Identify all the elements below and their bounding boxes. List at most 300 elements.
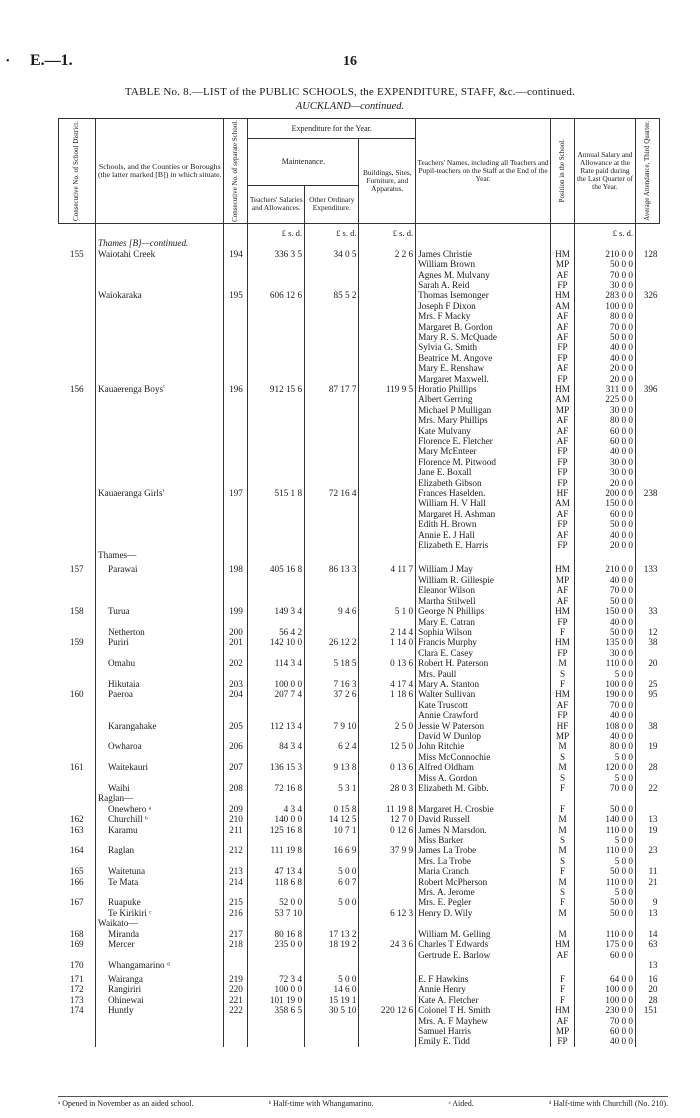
- buildings: 1 18 6: [359, 689, 416, 699]
- other-expenditure: 15 19 1: [305, 995, 359, 1005]
- buildings: 0 12 6: [359, 825, 416, 835]
- footnotes: [58, 1096, 668, 1108]
- other-expenditure: 7 16 3: [305, 679, 359, 689]
- table-row: [59, 332, 660, 342]
- school-no: 210: [224, 814, 248, 824]
- annual-salary: 100 0 0: [575, 984, 636, 994]
- school-name: Huntly: [96, 1005, 224, 1015]
- annual-salary: 225 0 0: [575, 394, 636, 404]
- buildings: [359, 322, 416, 332]
- table-row: [59, 1005, 660, 1015]
- school-no: [224, 259, 248, 269]
- attendance: [635, 575, 659, 585]
- school-no: 205: [224, 721, 248, 731]
- district-no: [59, 669, 96, 679]
- other-expenditure: [305, 596, 359, 606]
- district-no: [59, 550, 96, 564]
- position: S: [551, 887, 575, 897]
- salaries: 606 12 6: [248, 290, 305, 300]
- attendance: 21: [635, 877, 659, 887]
- district-no: 169: [69, 939, 84, 950]
- buildings: [359, 835, 416, 845]
- salaries: 53 7 10: [248, 908, 305, 918]
- table-row: [59, 793, 660, 803]
- salaries: [248, 301, 305, 311]
- district-no: 168: [69, 928, 84, 939]
- position: HM: [551, 606, 575, 616]
- school-no: [224, 467, 248, 477]
- buildings: [359, 877, 416, 887]
- salaries: 114 3 4: [248, 658, 305, 668]
- other-expenditure: [305, 311, 359, 321]
- buildings: [359, 773, 416, 783]
- school-no: 212: [224, 845, 248, 855]
- school-no: [224, 530, 248, 540]
- teacher-name: William Brown: [416, 259, 551, 269]
- unit-salary: £ s. d.: [575, 223, 636, 238]
- school-no: [224, 301, 248, 311]
- annual-salary: 60 0 0: [575, 426, 636, 436]
- table-row: [59, 415, 660, 425]
- attendance: [635, 550, 659, 564]
- salaries: [248, 509, 305, 519]
- salaries: [248, 436, 305, 446]
- district-no: [59, 374, 96, 384]
- district-no: [59, 394, 96, 404]
- teacher-name: Sylvia G. Smith: [416, 342, 551, 352]
- school-name: [96, 1026, 224, 1036]
- annual-salary: 40 0 0: [575, 575, 636, 585]
- other-expenditure: [305, 301, 359, 311]
- buildings: [359, 929, 416, 939]
- position: S: [551, 773, 575, 783]
- table-row: [59, 290, 660, 300]
- school-name: Ruapuke: [96, 897, 224, 907]
- attendance: [635, 1026, 659, 1036]
- salaries: 140 0 0: [248, 814, 305, 824]
- district-no: [59, 1026, 96, 1036]
- salaries: [248, 1026, 305, 1036]
- other-expenditure: [305, 550, 359, 564]
- school-no: [224, 405, 248, 415]
- other-expenditure: 26 12 2: [305, 637, 359, 647]
- school-name: [96, 731, 224, 741]
- table-body: [59, 223, 660, 1046]
- table-row: [59, 617, 660, 627]
- school-name: Waihi: [96, 783, 224, 793]
- district-no: [59, 290, 96, 300]
- position: FP: [551, 446, 575, 456]
- position: S: [551, 669, 575, 679]
- school-no: [224, 669, 248, 679]
- position: FP: [551, 280, 575, 290]
- school-no: [224, 322, 248, 332]
- district-no: [59, 731, 96, 741]
- table-row: [59, 974, 660, 984]
- attendance: 19: [635, 825, 659, 835]
- district-no: 174: [69, 1005, 84, 1016]
- annual-salary: 311 0 0: [575, 384, 636, 394]
- position: HM: [551, 1005, 575, 1015]
- position: M: [551, 908, 575, 918]
- district-no: [59, 270, 96, 280]
- district-no: [59, 238, 96, 248]
- district-no: [59, 353, 96, 363]
- buildings: [359, 426, 416, 436]
- school-no: 198: [224, 564, 248, 574]
- attendance: 326: [635, 290, 659, 300]
- other-expenditure: [305, 342, 359, 352]
- buildings: [359, 488, 416, 498]
- district-no: [59, 679, 96, 689]
- position: M: [551, 825, 575, 835]
- school-no: [224, 342, 248, 352]
- attendance: [635, 342, 659, 352]
- buildings: 4 11 7: [359, 564, 416, 574]
- position: AF: [551, 700, 575, 710]
- salaries: 118 6 8: [248, 877, 305, 887]
- table-row: [59, 394, 660, 404]
- position: AF: [551, 509, 575, 519]
- other-expenditure: [305, 394, 359, 404]
- school-name: [96, 856, 224, 866]
- position: FP: [551, 457, 575, 467]
- school-no: 220: [224, 984, 248, 994]
- table-row: [59, 342, 660, 352]
- buildings: [359, 290, 416, 300]
- col-teachers: Teachers' Names, including all Teachers and Pupil-teachers on the Staff at the End of the Year.: [416, 119, 551, 224]
- teacher-name: Elizabeth Gibson: [416, 478, 551, 488]
- school-name: Te Kirikiri ᶜ: [96, 908, 224, 918]
- footnote-a: ᵃ Opened in November as an aided school.: [58, 1099, 194, 1108]
- buildings: 1 14 0: [359, 637, 416, 647]
- district-no: 162: [69, 814, 84, 825]
- position: [551, 918, 575, 928]
- attendance: [635, 270, 659, 280]
- teacher-name: Mary McEnteer: [416, 446, 551, 456]
- position: [551, 550, 575, 564]
- district-no: [59, 585, 96, 595]
- buildings: [359, 669, 416, 679]
- school-name: Thames [B]—continued.: [96, 238, 224, 248]
- attendance: [635, 731, 659, 741]
- school-no: [224, 1016, 248, 1026]
- attendance: [635, 752, 659, 762]
- annual-salary: 20 0 0: [575, 363, 636, 373]
- school-name: [96, 426, 224, 436]
- other-expenditure: [305, 700, 359, 710]
- position: MP: [551, 405, 575, 415]
- district-no: [59, 280, 96, 290]
- teacher-name: Joseph F Dixon: [416, 301, 551, 311]
- table-row: [59, 689, 660, 699]
- teacher-name: Sarah A. Reid: [416, 280, 551, 290]
- buildings: 4 17 4: [359, 679, 416, 689]
- table-row: [59, 679, 660, 689]
- annual-salary: 70 0 0: [575, 585, 636, 595]
- position: FP: [551, 710, 575, 720]
- annual-salary: 50 0 0: [575, 596, 636, 606]
- position: AF: [551, 270, 575, 280]
- school-no: [224, 710, 248, 720]
- buildings: [359, 467, 416, 477]
- salaries: 72 3 4: [248, 974, 305, 984]
- district-no: [59, 509, 96, 519]
- unit-salaries: £ s. d.: [248, 223, 305, 238]
- attendance: 14: [635, 929, 659, 939]
- teacher-name: William R. Gillespie: [416, 575, 551, 585]
- school-name: [96, 322, 224, 332]
- school-no: 203: [224, 679, 248, 689]
- district-no: [59, 950, 96, 960]
- buildings: [359, 887, 416, 897]
- other-expenditure: [305, 1036, 359, 1046]
- other-expenditure: [305, 436, 359, 446]
- table-row: [59, 783, 660, 793]
- district-no: [59, 617, 96, 627]
- footnote-d: ᵈ Half-time with Churchill (No. 210).: [548, 1099, 668, 1108]
- salaries: [248, 405, 305, 415]
- table-row: [59, 877, 660, 887]
- table-title: TABLE No. 8.—LIST of the PUBLIC SCHOOLS, the EXPENDITURE, STAFF, &c.—continued.: [124, 86, 576, 98]
- annual-salary: 20 0 0: [575, 374, 636, 384]
- school-no: [224, 596, 248, 606]
- district-no: [59, 856, 96, 866]
- teacher-name: William M. Gelling: [416, 929, 551, 939]
- table-row: [59, 446, 660, 456]
- other-expenditure: [305, 270, 359, 280]
- buildings: 6 12 3: [359, 908, 416, 918]
- table-row: [59, 596, 660, 606]
- salaries: [248, 585, 305, 595]
- unit-row: [59, 223, 660, 238]
- teacher-name: George N Phillips: [416, 606, 551, 616]
- attendance: [635, 374, 659, 384]
- annual-salary: 30 0 0: [575, 648, 636, 658]
- attendance: 16: [635, 974, 659, 984]
- district-no: [59, 835, 96, 845]
- buildings: [359, 436, 416, 446]
- teacher-name: Mary A. Stanton: [416, 679, 551, 689]
- position: F: [551, 897, 575, 907]
- teacher-name: Mary E. Catran: [416, 617, 551, 627]
- salaries: 72 16 8: [248, 783, 305, 793]
- position: [551, 793, 575, 803]
- attendance: 13: [635, 908, 659, 918]
- table-row: [59, 804, 660, 814]
- teacher-name: William J May: [416, 564, 551, 574]
- district-no: [59, 311, 96, 321]
- buildings: [359, 332, 416, 342]
- school-no: 208: [224, 783, 248, 793]
- attendance: [635, 950, 659, 960]
- district-no: [59, 342, 96, 352]
- district-no: 163: [69, 824, 84, 835]
- col-district-no: Consecutive No. of School District.: [59, 119, 96, 224]
- teacher-name: Jessie W Paterson: [416, 721, 551, 731]
- buildings: [359, 259, 416, 269]
- col-schools: Schools, and the Counties or Boroughs (the latter marked [B]) in which situate.: [96, 119, 224, 224]
- school-name: [96, 752, 224, 762]
- district-no: [59, 887, 96, 897]
- buildings: [359, 457, 416, 467]
- school-no: 209: [224, 804, 248, 814]
- annual-salary: 175 0 0: [575, 939, 636, 949]
- annual-salary: 110 0 0: [575, 825, 636, 835]
- salaries: [248, 363, 305, 373]
- school-name: [96, 457, 224, 467]
- position: F: [551, 679, 575, 689]
- other-expenditure: [305, 280, 359, 290]
- col-position: Position in the School.: [551, 119, 575, 224]
- attendance: 396: [635, 384, 659, 394]
- teacher-name: Annie Crawford: [416, 710, 551, 720]
- attendance: [635, 596, 659, 606]
- position: M: [551, 762, 575, 772]
- district-no: 156: [69, 383, 84, 394]
- teacher-name: [416, 918, 551, 928]
- school-name: [96, 301, 224, 311]
- salaries: 136 15 3: [248, 762, 305, 772]
- salaries: 149 3 4: [248, 606, 305, 616]
- salaries: [248, 519, 305, 529]
- other-expenditure: [305, 519, 359, 529]
- buildings: [359, 374, 416, 384]
- school-name: [96, 1016, 224, 1026]
- teacher-name: Samuel Harris: [416, 1026, 551, 1036]
- buildings: [359, 363, 416, 373]
- annual-salary: 135 0 0: [575, 637, 636, 647]
- position: HM: [551, 290, 575, 300]
- other-expenditure: 6 0 7: [305, 877, 359, 887]
- school-no: 195: [224, 290, 248, 300]
- district-no: [59, 648, 96, 658]
- salaries: 142 10 0: [248, 637, 305, 647]
- salaries: [248, 259, 305, 269]
- table-row: [59, 866, 660, 876]
- position: M: [551, 929, 575, 939]
- other-expenditure: [305, 856, 359, 866]
- salaries: [248, 575, 305, 585]
- position: F: [551, 627, 575, 637]
- position: [551, 960, 575, 974]
- salaries: 125 16 8: [248, 825, 305, 835]
- position: S: [551, 752, 575, 762]
- attendance: 13: [635, 814, 659, 824]
- attendance: [635, 322, 659, 332]
- school-no: 214: [224, 877, 248, 887]
- position: AF: [551, 530, 575, 540]
- other-expenditure: [305, 332, 359, 342]
- school-no: 213: [224, 866, 248, 876]
- attendance: [635, 498, 659, 508]
- other-expenditure: [305, 835, 359, 845]
- school-name: Karangahake: [96, 721, 224, 731]
- other-expenditure: [305, 669, 359, 679]
- other-expenditure: 10 7 1: [305, 825, 359, 835]
- table-row: [59, 637, 660, 647]
- salaries: [248, 540, 305, 550]
- position: FP: [551, 519, 575, 529]
- salaries: 101 19 0: [248, 995, 305, 1005]
- teacher-name: Horatio Phillips: [416, 384, 551, 394]
- attendance: 33: [635, 606, 659, 616]
- school-name: [96, 436, 224, 446]
- other-expenditure: [305, 648, 359, 658]
- annual-salary: 60 0 0: [575, 436, 636, 446]
- position: HM: [551, 249, 575, 259]
- teacher-name: Michael P Mulligan: [416, 405, 551, 415]
- annual-salary: 110 0 0: [575, 877, 636, 887]
- district-no: [59, 908, 96, 918]
- attendance: 63: [635, 939, 659, 949]
- other-expenditure: [305, 540, 359, 550]
- district-no: 160: [69, 689, 84, 700]
- other-expenditure: 5 0 0: [305, 897, 359, 907]
- table-row: [59, 322, 660, 332]
- table-row: [59, 773, 660, 783]
- school-no: 199: [224, 606, 248, 616]
- table-row: [59, 658, 660, 668]
- buildings: [359, 856, 416, 866]
- school-no: [224, 887, 248, 897]
- unit-other: £ s. d.: [305, 223, 359, 238]
- district-no: [59, 804, 96, 814]
- school-no: [224, 353, 248, 363]
- position: HF: [551, 721, 575, 731]
- teacher-name: Kate Mulvany: [416, 426, 551, 436]
- salaries: [248, 415, 305, 425]
- other-expenditure: [305, 918, 359, 928]
- teacher-name: Jane E. Boxall: [416, 467, 551, 477]
- school-no: [224, 426, 248, 436]
- buildings: [359, 596, 416, 606]
- annual-salary: 283 0 0: [575, 290, 636, 300]
- teacher-name: Mrs. La Trobe: [416, 856, 551, 866]
- table-row: [59, 509, 660, 519]
- other-expenditure: [305, 950, 359, 960]
- district-no: [59, 627, 96, 637]
- district-no: [59, 918, 96, 928]
- annual-salary: 80 0 0: [575, 311, 636, 321]
- school-name: [96, 270, 224, 280]
- school-name: Waiotahi Creek: [96, 249, 224, 259]
- school-no: [224, 478, 248, 488]
- table-row: [59, 575, 660, 585]
- table-row: [59, 908, 660, 918]
- other-expenditure: [305, 415, 359, 425]
- table-row: [59, 564, 660, 574]
- table-row: [59, 353, 660, 363]
- position: AF: [551, 332, 575, 342]
- annual-salary: 5 0 0: [575, 856, 636, 866]
- teacher-name: Sophia Wilson: [416, 627, 551, 637]
- school-name: [96, 374, 224, 384]
- district-no: [59, 530, 96, 540]
- other-expenditure: 85 5 2: [305, 290, 359, 300]
- salaries: [248, 322, 305, 332]
- attendance: [635, 835, 659, 845]
- school-name: [96, 311, 224, 321]
- position: M: [551, 658, 575, 668]
- position: M: [551, 877, 575, 887]
- col-salary: Annual Salary and Allowance at the Rate paid during the Last Quarter of the Year.: [575, 119, 636, 224]
- position: MP: [551, 259, 575, 269]
- district-no: [59, 658, 96, 668]
- other-expenditure: 9 13 8: [305, 762, 359, 772]
- district-no: [59, 773, 96, 783]
- other-expenditure: [305, 363, 359, 373]
